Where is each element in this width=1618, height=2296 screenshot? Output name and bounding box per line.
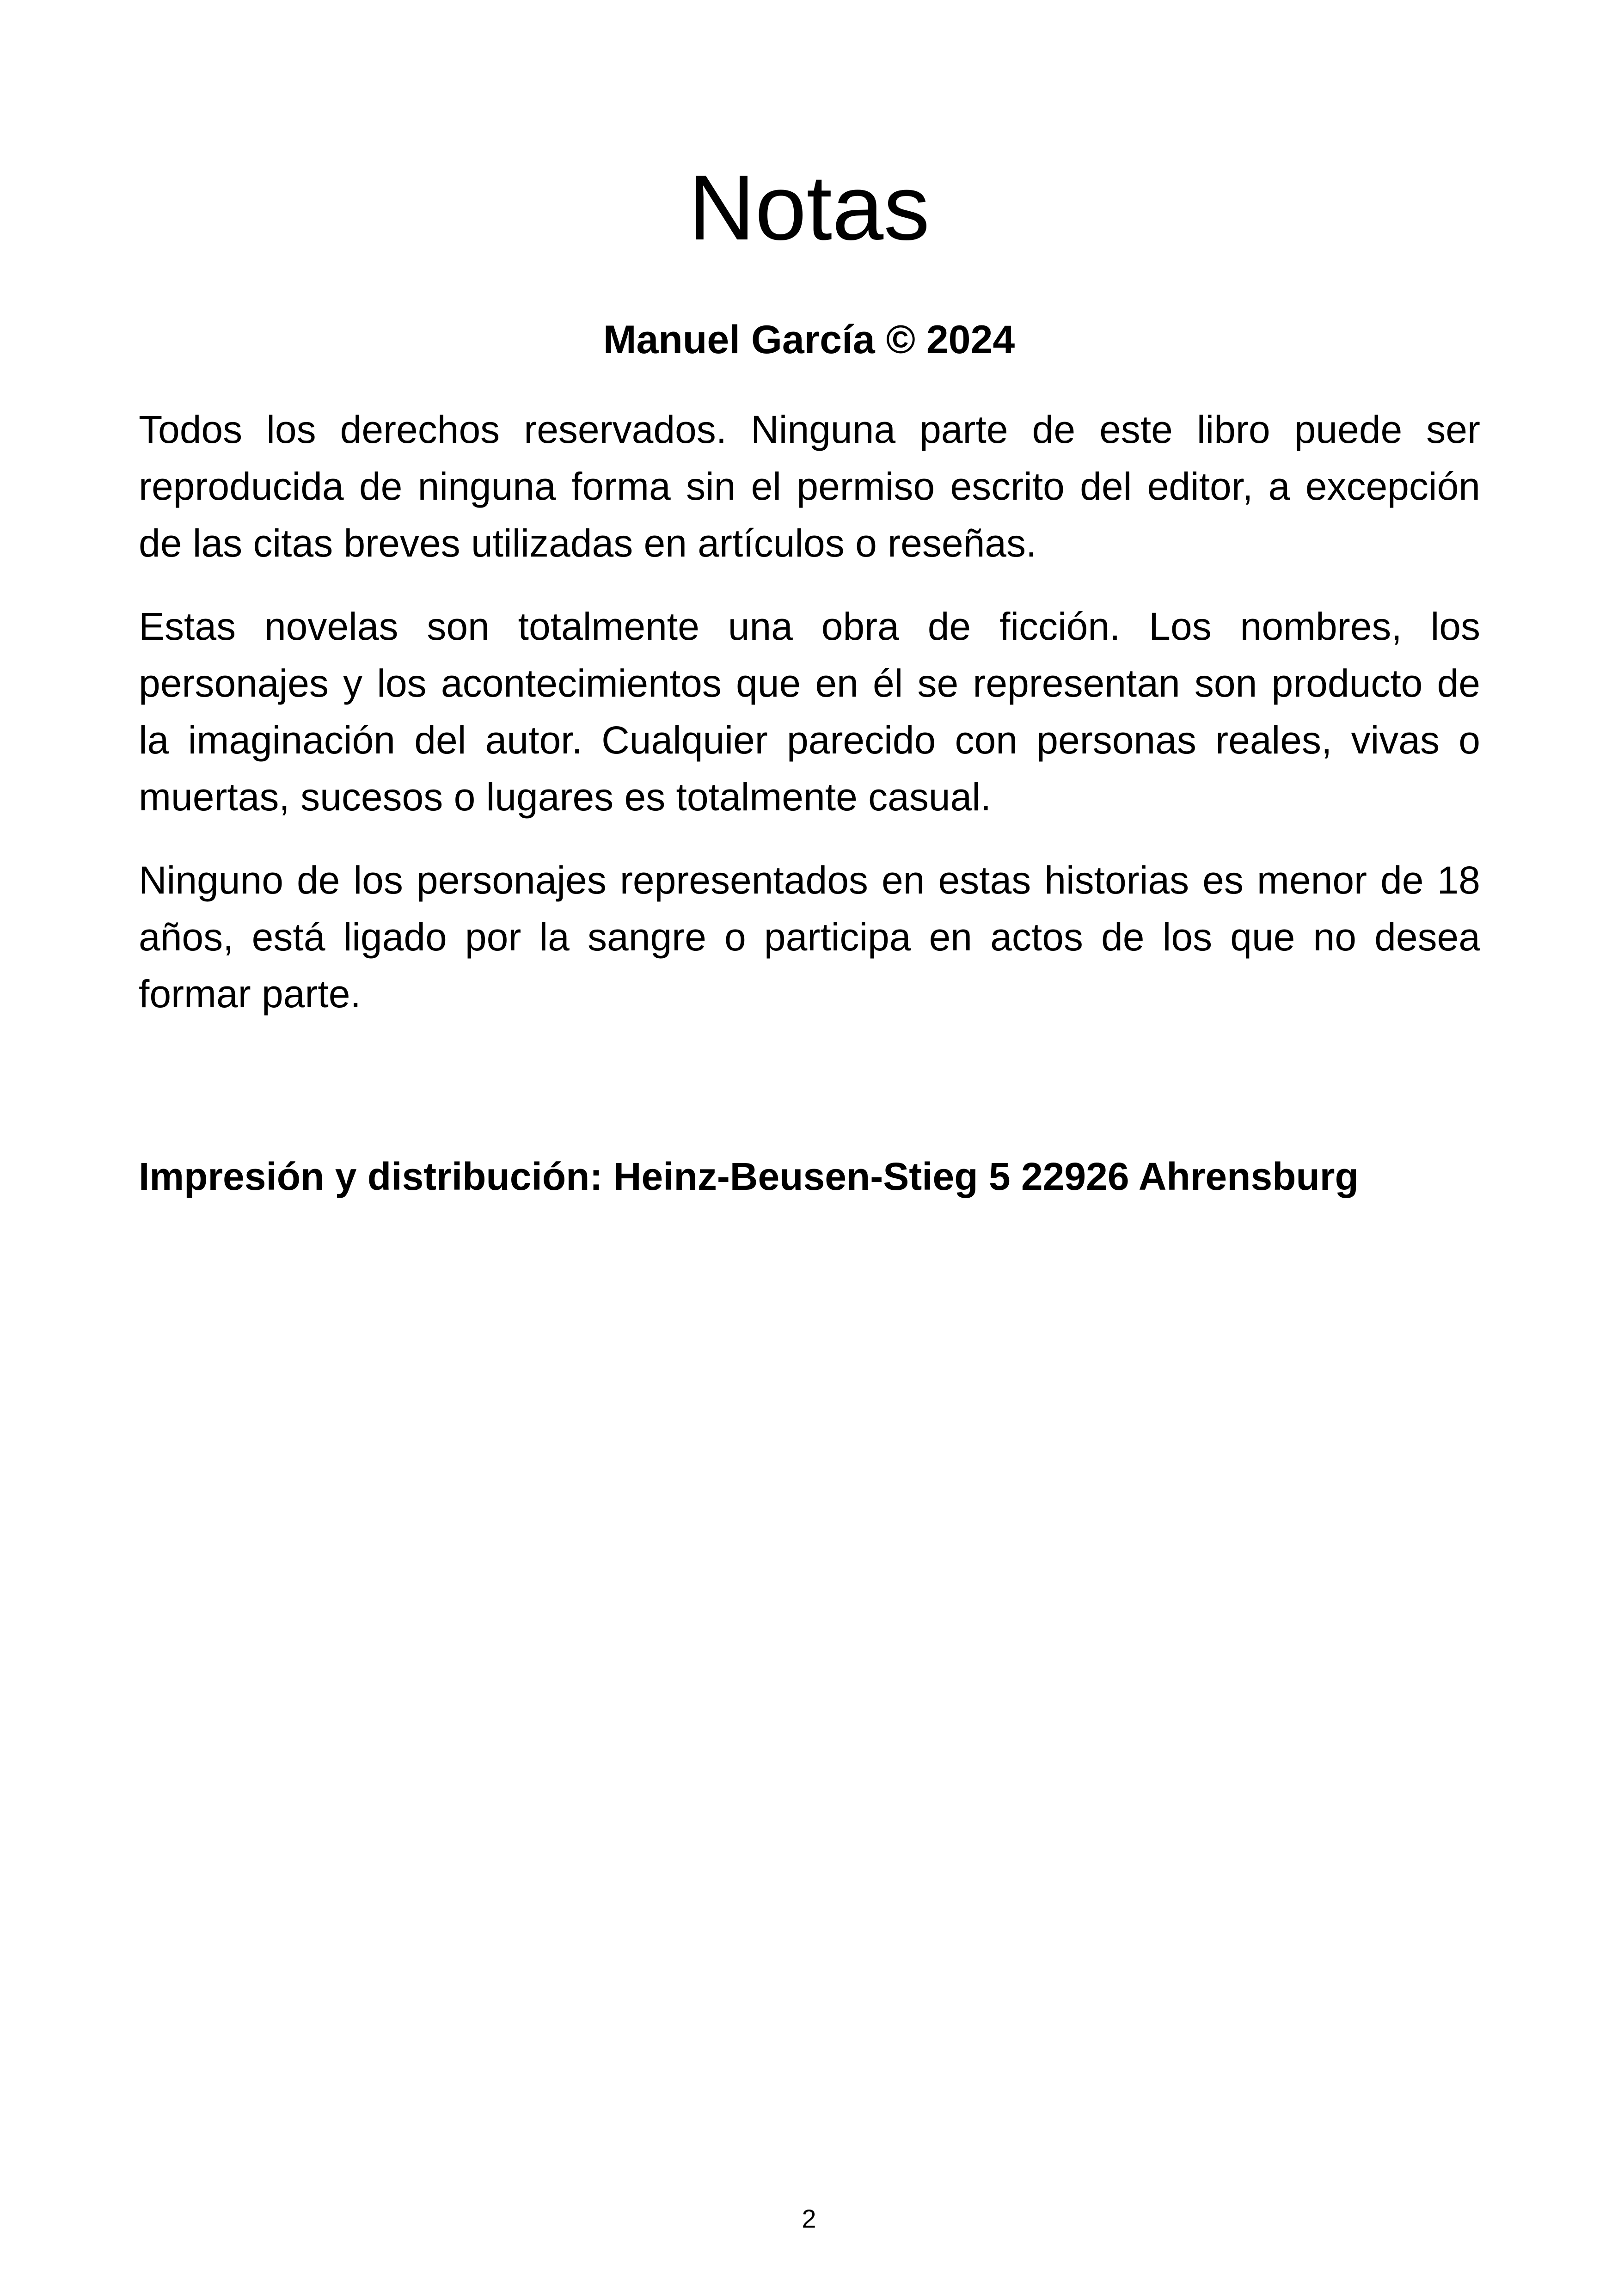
page-number: 2 bbox=[802, 2204, 816, 2233]
paragraph-rights-reserved: Todos los derechos reservados. Ninguna parte de este libro puede ser reproducida de ninguna forma sin el permiso escrito del editor, a excepción de las citas breves utilizadas en artículos o reseñas. bbox=[139, 408, 1480, 565]
author-copyright-line: Manuel García © 2024 bbox=[603, 318, 1015, 362]
page-title: Notas bbox=[688, 156, 930, 259]
body-text bbox=[139, 401, 1480, 1049]
paragraph-characters-disclaimer: Ninguno de los personajes representados en estas historias es menor de 18 años, está ligado por la sangre o participa en actos de los que no desea formar parte. bbox=[139, 858, 1480, 1016]
imprint-line: Impresión y distribución: Heinz-Beusen-Stieg 5 22926 Ahrensburg bbox=[139, 1155, 1359, 1198]
paragraph-fiction-disclaimer: Estas novelas son totalmente una obra de ficción. Los nombres, los personajes y los acontecimientos que en él se representan son producto de la imaginación del autor. Cualquier parecido con personas reales, vivas o muertas, sucesos o lugares es totalmente casual. bbox=[139, 605, 1480, 819]
